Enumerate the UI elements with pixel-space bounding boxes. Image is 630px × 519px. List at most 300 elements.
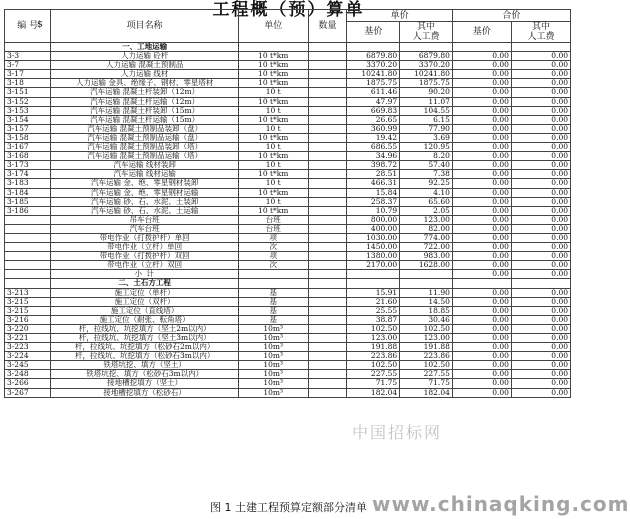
table-row [5, 170, 571, 179]
total-base-cell: 0.00 [452, 343, 511, 352]
code-cell: 3-267 [5, 388, 51, 397]
code-cell: 3-185 [5, 197, 51, 206]
name-cell: 接地槽挖填方（坚土） [51, 379, 239, 388]
unit-cell: 10m³ [238, 324, 308, 333]
unit-cell: 10 t [238, 88, 308, 97]
total-base-cell: 0.00 [452, 361, 511, 370]
code-cell: 3-158 [5, 133, 51, 142]
unit-labor-cell: 123.00 [400, 215, 453, 224]
total-labor-cell [511, 279, 570, 288]
code-cell: 3-151 [5, 88, 51, 97]
unit-base-cell: 21.60 [347, 297, 400, 306]
code-cell [5, 224, 51, 233]
total-base-cell: 0.00 [452, 252, 511, 261]
total-labor-cell: 0.00 [511, 161, 570, 170]
total-labor-cell: 0.00 [511, 115, 570, 124]
unit-base-cell: 10241.80 [347, 70, 400, 79]
total-labor-cell: 0.00 [511, 70, 570, 79]
code-cell [5, 270, 51, 279]
code-cell: 3-168 [5, 152, 51, 161]
total-labor-cell: 0.00 [511, 343, 570, 352]
unit-base-cell: 25.55 [347, 306, 400, 315]
unit-cell: 10m³ [238, 388, 308, 397]
name-cell: 汽车运输 砂、石、水泥、土运输 [51, 206, 239, 215]
unit-base-cell: 223.86 [347, 352, 400, 361]
code-cell: 3-245 [5, 361, 51, 370]
code-cell: 3-216 [5, 315, 51, 324]
qty-cell [308, 179, 347, 188]
unit-base-cell: 800.00 [347, 215, 400, 224]
qty-cell [308, 361, 347, 370]
qty-cell [308, 115, 347, 124]
total-labor-cell: 0.00 [511, 179, 570, 188]
name-cell: 汽车运输 混凝土杆运输（15m） [51, 115, 239, 124]
unit-base-cell: 191.88 [347, 343, 400, 352]
total-base-cell: 0.00 [452, 188, 511, 197]
code-cell: 3-7 [5, 61, 51, 70]
unit-cell: 10 t [238, 143, 308, 152]
total-base-cell: 0.00 [452, 370, 511, 379]
unit-cell: 10m³ [238, 379, 308, 388]
unit-base-cell: 19.42 [347, 133, 400, 142]
code-cell: 3-224 [5, 352, 51, 361]
name-cell: 汽车运输 混凝土杆装卸（15m） [51, 106, 239, 115]
total-labor-cell: 0.00 [511, 124, 570, 133]
unit-cell: 10 t [238, 161, 308, 170]
header-unit-labor: 其中 人工费 [400, 22, 453, 43]
qty-cell [308, 261, 347, 270]
total-labor-cell: 0.00 [511, 224, 570, 233]
unit-labor-cell: 14.50 [400, 297, 453, 306]
code-cell: 3-153 [5, 106, 51, 115]
unit-base-cell: 400.00 [347, 224, 400, 233]
total-labor-cell: 0.00 [511, 361, 570, 370]
total-labor-cell: 0.00 [511, 306, 570, 315]
total-labor-cell: 0.00 [511, 388, 570, 397]
total-labor-cell: 0.00 [511, 197, 570, 206]
total-base-cell: 0.00 [452, 88, 511, 97]
qty-cell [308, 79, 347, 88]
code-cell: 3-157 [5, 124, 51, 133]
total-base-cell: 0.00 [452, 388, 511, 397]
name-cell: 汽车运输 混凝土预制品装卸（盘） [51, 124, 239, 133]
qty-cell [308, 188, 347, 197]
table-row [5, 88, 571, 97]
name-cell: 铁塔坑挖、填方（坚土） [51, 361, 239, 370]
unit-labor-cell: 102.50 [400, 324, 453, 333]
unit-base-cell [347, 270, 400, 279]
unit-cell: 10 t*km [238, 206, 308, 215]
unit-labor-cell [400, 279, 453, 288]
table-row [5, 261, 571, 270]
unit-cell: 基 [238, 288, 308, 297]
code-cell [5, 252, 51, 261]
total-base-cell: 0.00 [452, 143, 511, 152]
table-row [5, 224, 571, 233]
name-cell: 接地槽挖填方（松砂石） [51, 388, 239, 397]
qty-cell [308, 97, 347, 106]
name-cell: 汽车运输 砂、石、水泥、土装卸 [51, 197, 239, 206]
total-base-cell: 0.00 [452, 297, 511, 306]
estimate-table [4, 9, 571, 398]
total-labor-cell: 0.00 [511, 297, 570, 306]
name-cell: 带电作业（打拨护杆）双回 [51, 252, 239, 261]
total-labor-cell: 0.00 [511, 88, 570, 97]
total-labor-cell: 0.00 [511, 233, 570, 242]
qty-cell [308, 270, 347, 279]
name-cell: 汽车运输 混凝土杆运输（12m） [51, 97, 239, 106]
unit-cell: 10 t*km [238, 79, 308, 88]
total-labor-cell: 0.00 [511, 270, 570, 279]
unit-cell: 10 t [238, 106, 308, 115]
unit-base-cell: 686.55 [347, 143, 400, 152]
unit-base-cell: 227.55 [347, 370, 400, 379]
code-cell [5, 243, 51, 252]
code-cell: 3-248 [5, 370, 51, 379]
total-base-cell: 0.00 [452, 379, 511, 388]
unit-labor-cell: 7.38 [400, 170, 453, 179]
qty-cell [308, 233, 347, 242]
total-base-cell: 0.00 [452, 70, 511, 79]
unit-cell: 10 t [238, 197, 308, 206]
table-header [5, 10, 571, 43]
qty-cell [308, 388, 347, 397]
total-labor-cell: 0.00 [511, 97, 570, 106]
name-cell: 汽车运输 混凝土预制品装卸（塔） [51, 143, 239, 152]
figure-caption: 图 1 土建工程预算定额部分清单 [210, 501, 367, 514]
unit-base-cell [347, 279, 400, 288]
unit-base-cell: 26.65 [347, 115, 400, 124]
unit-labor-cell: 11.07 [400, 97, 453, 106]
table-row [5, 188, 571, 197]
name-cell: 人力运输 线材 [51, 70, 239, 79]
code-cell [5, 215, 51, 224]
total-labor-cell: 0.00 [511, 52, 570, 61]
unit-labor-cell: 123.00 [400, 334, 453, 343]
total-base-cell: 0.00 [452, 288, 511, 297]
unit-base-cell: 258.37 [347, 197, 400, 206]
total-labor-cell: 0.00 [511, 143, 570, 152]
unit-base-cell: 15.91 [347, 288, 400, 297]
total-labor-cell: 0.00 [511, 252, 570, 261]
total-base-cell: 0.00 [452, 224, 511, 233]
code-cell: 3-174 [5, 170, 51, 179]
total-base-cell: 0.00 [452, 124, 511, 133]
code-cell: 3-173 [5, 161, 51, 170]
qty-cell [308, 70, 347, 79]
unit-base-cell: 38.87 [347, 315, 400, 324]
unit-labor-cell: 77.90 [400, 124, 453, 133]
qty-cell [308, 133, 347, 142]
total-base-cell: 0.00 [452, 243, 511, 252]
total-base-cell: 0.00 [452, 324, 511, 333]
header-qty: 数量 [308, 10, 347, 43]
name-cell: 小 计 [51, 270, 239, 279]
name-cell: 人力运输 金具、绝缘子、钢材、零星塔材 [51, 79, 239, 88]
unit-labor-cell: 6879.80 [400, 52, 453, 61]
unit-labor-cell: 1875.75 [400, 79, 453, 88]
code-cell: 3-223 [5, 343, 51, 352]
qty-cell [308, 379, 347, 388]
unit-labor-cell: 90.20 [400, 88, 453, 97]
code-cell: 3-186 [5, 206, 51, 215]
unit-labor-cell: 18.85 [400, 306, 453, 315]
header-unit-price: 单价 [347, 10, 452, 22]
qty-cell [308, 206, 347, 215]
unit-base-cell: 1450.00 [347, 243, 400, 252]
total-base-cell: 0.00 [452, 215, 511, 224]
unit-labor-cell: 120.95 [400, 143, 453, 152]
unit-labor-cell: 983.00 [400, 252, 453, 261]
total-labor-cell: 0.00 [511, 288, 570, 297]
unit-labor-cell: 722.00 [400, 243, 453, 252]
table-row [5, 379, 571, 388]
unit-labor-cell: 182.04 [400, 388, 453, 397]
header-total-base: 基价 [452, 22, 511, 43]
total-base-cell: 0.00 [452, 261, 511, 270]
qty-cell [308, 43, 347, 52]
total-labor-cell: 0.00 [511, 106, 570, 115]
header-code: 编 号 [5, 10, 51, 43]
total-labor-cell: 0.00 [511, 315, 570, 324]
unit-cell: 10m³ [238, 370, 308, 379]
unit-labor-cell: 82.00 [400, 224, 453, 233]
total-base-cell: 0.00 [452, 97, 511, 106]
table-row [5, 215, 571, 224]
unit-base-cell: 1875.75 [347, 79, 400, 88]
unit-cell: 10m³ [238, 343, 308, 352]
unit-base-cell: 466.31 [347, 179, 400, 188]
unit-base-cell: 2170.00 [347, 261, 400, 270]
name-cell: 施工定位（耐张、転角塔） [51, 315, 239, 324]
qty-cell [308, 152, 347, 161]
qty-cell [308, 124, 347, 133]
qty-cell [308, 288, 347, 297]
unit-base-cell: 123.00 [347, 334, 400, 343]
code-cell: 3-215 [5, 297, 51, 306]
unit-base-cell: 182.04 [347, 388, 400, 397]
qty-cell [308, 370, 347, 379]
name-cell: 吊车台班 [51, 215, 239, 224]
unit-labor-cell: 3.69 [400, 133, 453, 142]
code-cell: 3-220 [5, 324, 51, 333]
unit-labor-cell: 6.15 [400, 115, 453, 124]
qty-cell [308, 106, 347, 115]
unit-base-cell: 360.99 [347, 124, 400, 133]
code-cell: 3-3 [5, 52, 51, 61]
total-labor-cell: 0.00 [511, 352, 570, 361]
unit-cell: 基 [238, 315, 308, 324]
table-row [5, 252, 571, 261]
code-cell [5, 279, 51, 288]
qty-cell [308, 197, 347, 206]
total-labor-cell: 0.00 [511, 152, 570, 161]
unit-cell: 基 [238, 297, 308, 306]
qty-cell [308, 215, 347, 224]
unit-labor-cell: 2.05 [400, 206, 453, 215]
name-cell: 施工定位（单杆） [51, 288, 239, 297]
table-row [5, 306, 571, 315]
total-labor-cell: 0.00 [511, 324, 570, 333]
unit-cell: 10 t [238, 179, 308, 188]
unit-cell: 10 t*km [238, 97, 308, 106]
name-cell: 汽车运输 金、绝、零星钢材装卸 [51, 179, 239, 188]
unit-labor-cell: 30.46 [400, 315, 453, 324]
unit-cell: 10m³ [238, 361, 308, 370]
unit-cell: 10 t*km [238, 52, 308, 61]
code-cell: 3-17 [5, 70, 51, 79]
total-base-cell: 0.00 [452, 161, 511, 170]
total-base-cell: 0.00 [452, 179, 511, 188]
unit-base-cell: 28.51 [347, 170, 400, 179]
unit-cell: 项 [238, 233, 308, 242]
total-labor-cell: 0.00 [511, 61, 570, 70]
total-base-cell: 0.00 [452, 106, 511, 115]
total-base-cell: 0.00 [452, 152, 511, 161]
total-base-cell: 0.00 [452, 61, 511, 70]
code-cell: 3-221 [5, 334, 51, 343]
unit-base-cell: 611.46 [347, 88, 400, 97]
name-cell: 施工定位（双杆） [51, 297, 239, 306]
unit-base-cell: 1030.00 [347, 233, 400, 242]
name-cell: 带电作业（立杆）单回 [51, 243, 239, 252]
unit-labor-cell: 92.25 [400, 179, 453, 188]
watermark-cn: 中国招标网 [352, 423, 443, 442]
table-row [5, 115, 571, 124]
total-base-cell: 0.00 [452, 115, 511, 124]
name-cell: 汽车运输 混凝土预制品运输（塔） [51, 152, 239, 161]
name-cell: 一、工地运输 [51, 43, 239, 52]
table-row [5, 388, 571, 397]
qty-cell [308, 161, 347, 170]
unit-cell: 10 t*km [238, 188, 308, 197]
unit-base-cell: 15.84 [347, 188, 400, 197]
table-row [5, 179, 571, 188]
unit-labor-cell: 57.40 [400, 161, 453, 170]
unit-cell: 台班 [238, 224, 308, 233]
unit-cell [238, 270, 308, 279]
unit-labor-cell: 71.75 [400, 379, 453, 388]
unit-cell: 10 t*km [238, 133, 308, 142]
code-cell: 3-18 [5, 79, 51, 88]
header-total-price: 合价 [452, 10, 570, 22]
unit-base-cell: 47.97 [347, 97, 400, 106]
unit-base-cell: 398.72 [347, 161, 400, 170]
unit-labor-cell: 223.86 [400, 352, 453, 361]
total-labor-cell: 0.00 [511, 370, 570, 379]
table-row [5, 352, 571, 361]
unit-labor-cell [400, 270, 453, 279]
code-cell: 3-167 [5, 143, 51, 152]
table-row [5, 243, 571, 252]
unit-labor-cell: 3370.20 [400, 61, 453, 70]
qty-cell [308, 88, 347, 97]
name-cell: 杆，拉线坑、坑挖填方（坚土2m以内） [51, 324, 239, 333]
unit-labor-cell: 104.55 [400, 106, 453, 115]
name-cell: 带电作业（立杆）双回 [51, 261, 239, 270]
name-cell: 铁塔坑挖、填方（松砂石3m以内） [51, 370, 239, 379]
name-cell: 杆，拉线坑、坑挖填方（松砂石2m以内） [51, 343, 239, 352]
unit-cell: 10m³ [238, 334, 308, 343]
name-cell: 带电作业（打拨护杆）单回 [51, 233, 239, 242]
subtotal-row [5, 270, 571, 279]
name-cell: 汽车运输 线材装卸 [51, 161, 239, 170]
unit-base-cell: 1380.00 [347, 252, 400, 261]
table-row [5, 106, 571, 115]
unit-cell [238, 279, 308, 288]
name-cell: 汽车运输 线材运输 [51, 170, 239, 179]
total-base-cell: 0.00 [452, 306, 511, 315]
header-unit: 单位 [238, 10, 308, 43]
header-name: 项目名称 [51, 10, 239, 43]
total-labor-cell: 0.00 [511, 215, 570, 224]
qty-cell [308, 224, 347, 233]
name-cell: 杆，拉线坑、坑挖填方（松砂石3m以内） [51, 352, 239, 361]
unit-base-cell: 3370.20 [347, 61, 400, 70]
total-base-cell: 0.00 [452, 79, 511, 88]
total-base-cell: 0.00 [452, 233, 511, 242]
total-base-cell: 0.00 [452, 52, 511, 61]
qty-cell [308, 315, 347, 324]
total-base-cell: 0.00 [452, 315, 511, 324]
unit-cell: 10 t*km [238, 170, 308, 179]
name-cell: 汽车运输 混凝土杆装卸（12m） [51, 88, 239, 97]
unit-cell: 10 t*km [238, 61, 308, 70]
unit-labor-cell: 10241.80 [400, 70, 453, 79]
unit-cell: 次 [238, 261, 308, 270]
name-cell: 汽车运输 混凝土预制品运输（盘） [51, 133, 239, 142]
table-row [5, 97, 571, 106]
unit-labor-cell: 102.50 [400, 361, 453, 370]
total-labor-cell: 0.00 [511, 188, 570, 197]
unit-labor-cell: 4.10 [400, 188, 453, 197]
total-base-cell: 0.00 [452, 206, 511, 215]
name-cell: 人力运输 混凝土预制品 [51, 61, 239, 70]
page-title: 工程概（预）算单 [212, 0, 365, 20]
total-base-cell: 0.00 [452, 170, 511, 179]
total-labor-cell: 0.00 [511, 243, 570, 252]
unit-cell: 项 [238, 252, 308, 261]
total-base-cell: 0.00 [452, 334, 511, 343]
total-labor-cell: 0.00 [511, 170, 570, 179]
unit-cell: 次 [238, 243, 308, 252]
qty-cell [308, 279, 347, 288]
qty-cell [308, 324, 347, 333]
unit-cell: 基 [238, 306, 308, 315]
table-row [5, 297, 571, 306]
code-cell [5, 261, 51, 270]
qty-cell [308, 243, 347, 252]
total-labor-cell: 0.00 [511, 261, 570, 270]
unit-base-cell: 6879.80 [347, 52, 400, 61]
total-base-cell: 0.00 [452, 197, 511, 206]
table-row [5, 370, 571, 379]
name-cell: 汽车运输 金、绝、零星钢材运输 [51, 188, 239, 197]
unit-cell: 10 t*km [238, 115, 308, 124]
qty-cell [308, 52, 347, 61]
unit-labor-cell: 1628.00 [400, 261, 453, 270]
name-cell: 汽车台班 [51, 224, 239, 233]
unit-base-cell: 34.96 [347, 152, 400, 161]
total-labor-cell: 0.00 [511, 379, 570, 388]
unit-cell: 台班 [238, 215, 308, 224]
unit-labor-cell: 191.88 [400, 343, 453, 352]
total-labor-cell: 0.00 [511, 79, 570, 88]
code-cell [5, 233, 51, 242]
code-cell: 3-152 [5, 97, 51, 106]
unit-labor-cell: 8.20 [400, 152, 453, 161]
qty-cell [308, 252, 347, 261]
